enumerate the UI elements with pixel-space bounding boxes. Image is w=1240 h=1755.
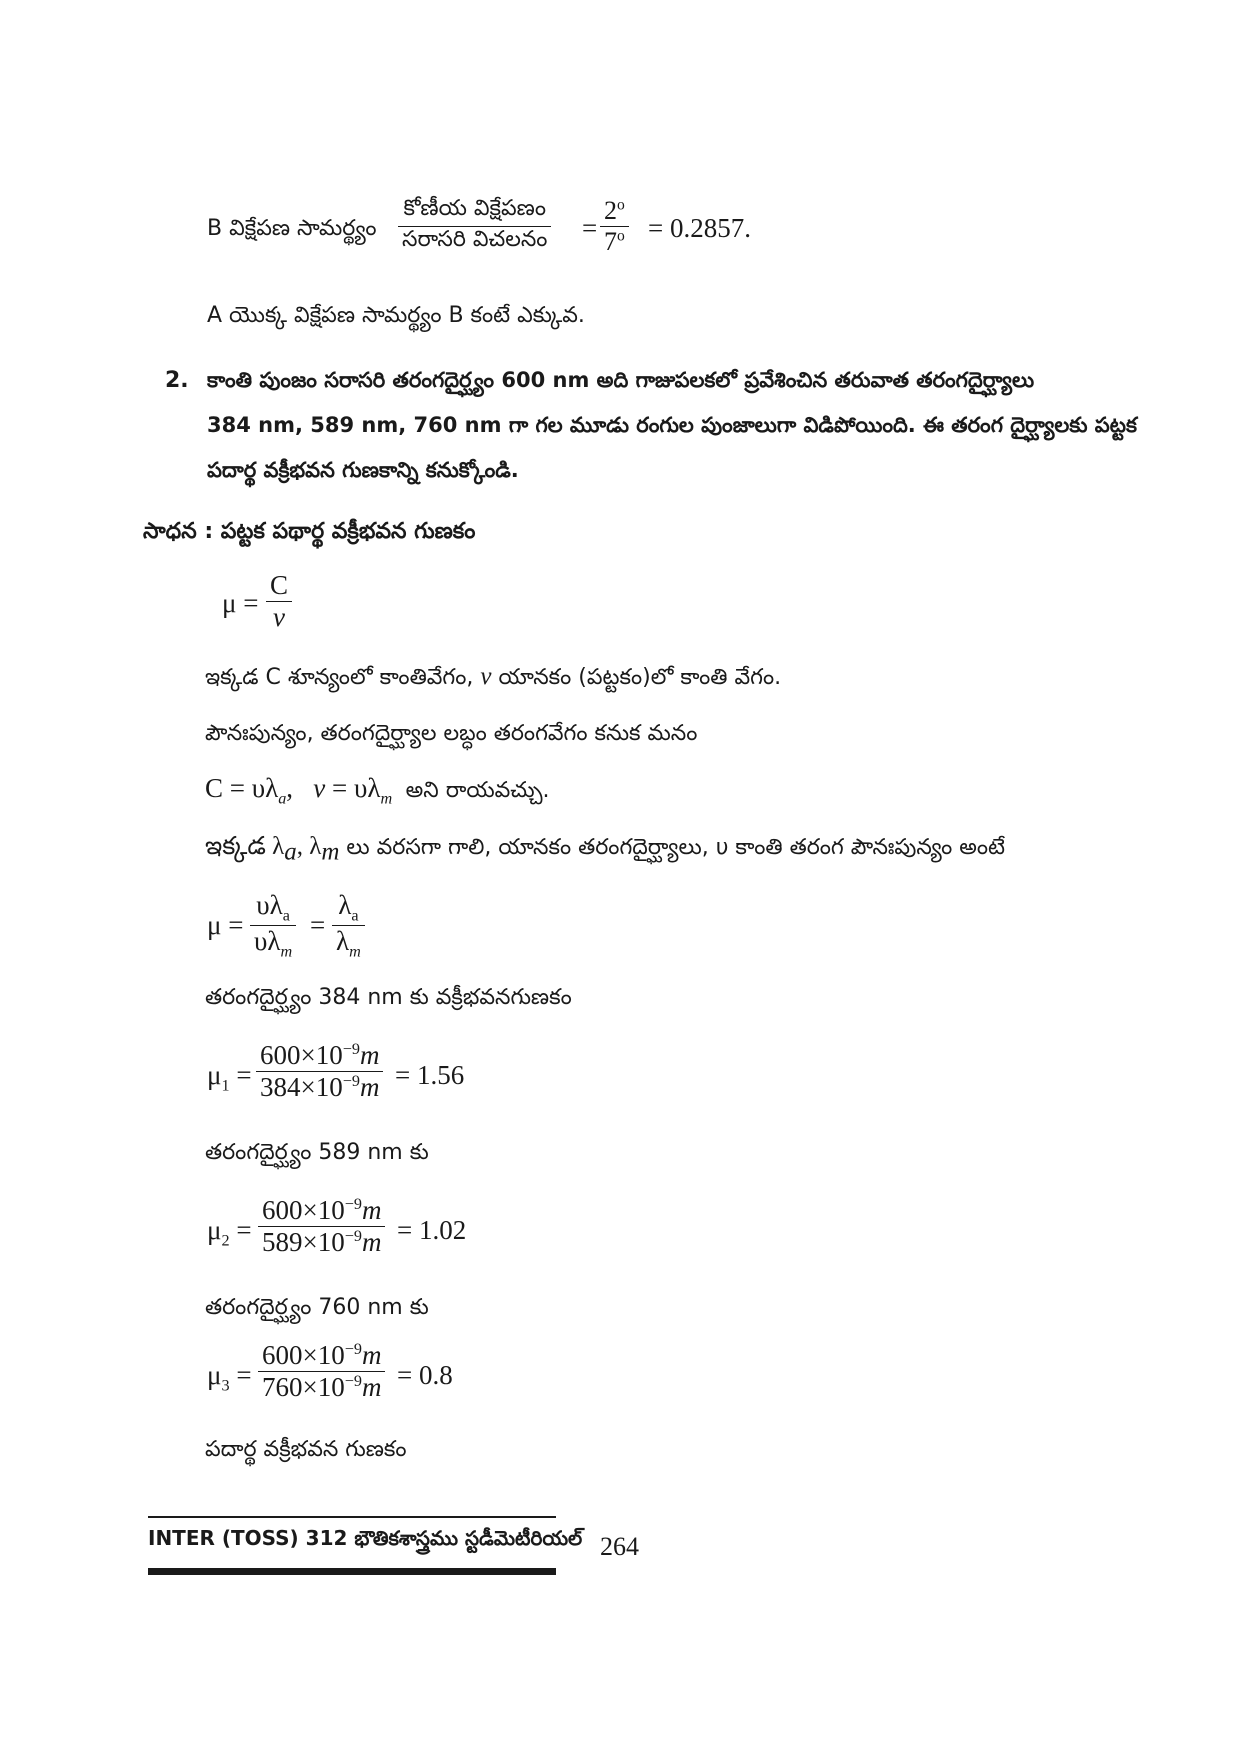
unit: m: [361, 1340, 382, 1370]
explanation-line-2: పౌనఃపున్యం, తరంగదైర్ఘ్యాల లబ్ధం తరంగవేగం కనుక మనం: [205, 721, 698, 746]
degree-fraction: [600, 196, 629, 257]
equation-segment: ,: [286, 773, 294, 803]
mu-2-lhs: $\mu_2$ =: [207, 1215, 252, 1250]
fraction-denominator: [256, 1072, 383, 1103]
text-segment: అని రాయవచ్చు.: [405, 778, 550, 803]
footer-top-rule: [148, 1516, 556, 1518]
velocity-relations: [205, 773, 550, 808]
subscript: m: [349, 942, 361, 961]
text-segment: ఇక్కడ λ: [205, 833, 285, 860]
fraction-numerator: [256, 1040, 383, 1071]
unit: m: [359, 1072, 380, 1102]
mu-lhs: μ =: [207, 910, 244, 940]
equation-segment: = υλ: [332, 773, 381, 803]
line-b-label: B విక్షేపణ సామర్థ్యం: [207, 216, 377, 241]
numerator-value: 600×10: [262, 1340, 345, 1370]
case-1-label: తరంగదైర్ఘ్యం 384 nm కు వక్రీభవనగుణకం: [205, 985, 572, 1010]
fraction-numerator: [258, 1340, 385, 1371]
text-segment: ఇక్కడ C శూన్యంలో కాంతివేగం,: [205, 665, 474, 690]
unit: m: [361, 1195, 382, 1225]
fraction-denominator: [250, 926, 296, 961]
numerator-value: 600×10: [260, 1040, 343, 1070]
closing-line: పదార్థ వక్రీభవన గుణకం: [205, 1437, 407, 1462]
mu-3-lhs: $\mu_3$ =: [207, 1360, 252, 1395]
fraction-numerator: కోణీయ విక్షేపణం: [403, 196, 546, 221]
unit: m: [359, 1040, 380, 1070]
numerator-value: υλ: [256, 890, 283, 920]
question-number: 2.: [165, 368, 189, 393]
denominator-value: 589×10: [262, 1227, 345, 1257]
degree-mark: o: [617, 196, 625, 214]
subscript: m: [321, 838, 340, 866]
mu-1-result: = 1.56: [395, 1060, 465, 1090]
subscript: a: [278, 789, 287, 808]
mu-3-fraction: [258, 1340, 385, 1403]
explanation-line-1: [205, 663, 781, 695]
page-number: 264: [600, 1532, 639, 1561]
text-segment: యానకం (పట్టకం)లో కాంతి వేగం.: [498, 665, 782, 690]
exponent: −9: [342, 1072, 360, 1090]
exponent: −9: [342, 1040, 360, 1058]
fraction-numerator: C: [270, 570, 289, 600]
mu-symbol: μ: [207, 1360, 222, 1390]
denominator-value: 760×10: [262, 1372, 345, 1402]
velocity-symbol: v: [313, 773, 326, 803]
mu-2-result: = 1.02: [397, 1215, 467, 1245]
mu-ratio-fraction-2: [332, 890, 365, 962]
denominator-value: 384×10: [260, 1072, 343, 1102]
fraction-denominator: v: [273, 602, 285, 632]
text-segment: లు వరసగా గాలి, యానకం తరంగదైర్ఘ్యాలు, υ కాంతి తరంగ పౌనఃపున్యం అంటే: [346, 835, 1006, 860]
exponent: −9: [344, 1372, 362, 1390]
case-3-label: తరంగదైర్ఘ్యం 760 nm కు: [205, 1295, 429, 1320]
dispersive-power-fraction: [398, 196, 551, 257]
mu-2-fraction: [258, 1195, 385, 1258]
fraction-numerator: [334, 890, 362, 925]
subscript: 1: [221, 1076, 230, 1095]
mu-symbol: μ: [207, 1060, 222, 1090]
subscript: 2: [221, 1231, 230, 1250]
fraction-denominator: [258, 1372, 385, 1403]
subscript: m: [380, 789, 393, 808]
velocity-symbol: v: [480, 663, 492, 690]
unit: m: [361, 1372, 382, 1402]
explanation-line-3: [205, 833, 1005, 867]
subscript: 3: [221, 1376, 230, 1395]
subscript: m: [280, 942, 293, 961]
mu-fraction: [266, 570, 292, 633]
mu-1-lhs: $\mu_1$ =: [207, 1060, 252, 1095]
fraction-denominator: [258, 1227, 385, 1258]
fraction-denominator: సరాసరి విచలనం: [402, 227, 548, 252]
denominator-value: 7: [604, 227, 617, 256]
solution-heading: సాధన : పట్టక పథార్థ వక్రీభవన గుణకం: [143, 519, 476, 544]
fraction-denominator: [600, 227, 629, 257]
numerator-value: 600×10: [262, 1195, 345, 1225]
footer-bottom-rule: [148, 1568, 556, 1575]
footer-title: INTER (TOSS) 312 భౌతికశాస్త్రము స్టడీమెటీరియల్: [148, 1526, 583, 1550]
case-2-label: తరంగదైర్ఘ్యం 589 nm కు: [205, 1140, 429, 1165]
question-line-1: కాంతి పుంజం సరాసరి తరంగదైర్ఘ్యం 600 nm అది గాజుపలకలో ప్రవేశించిన తరువాత తరంగదైర్ఘ్యాలు: [207, 368, 1035, 392]
question-line-2: 384 nm, 589 nm, 760 nm గా గల మూడు రంగుల పుంజాలుగా విడిపోయింది. ఈ తరంగ దైర్ఘ్యాలకు పట్టక: [207, 413, 1137, 437]
fraction-denominator: [332, 926, 365, 961]
question-line-3: పదార్థ వక్రీభవన గుణకాన్ని కనుక్కోండి.: [207, 458, 519, 482]
exponent: −9: [344, 1340, 362, 1358]
mu-3-result: = 0.8: [397, 1360, 453, 1390]
unit: m: [361, 1227, 382, 1257]
denominator-value: υλ: [254, 926, 281, 957]
numerator-value: 2: [604, 196, 617, 225]
subscript: a: [282, 906, 290, 925]
comparison-statement: A యొక్క విక్షేపణ సామర్థ్యం B కంటే ఎక్కువ.: [207, 303, 585, 328]
equals-sign: =: [310, 910, 326, 940]
numerator-value: λ: [338, 890, 352, 920]
equation-segment: C = υλ: [205, 773, 279, 803]
degree-mark: o: [617, 227, 625, 245]
mu-ratio-fraction-1: [250, 890, 296, 962]
subscript: a: [351, 906, 359, 925]
mu-1-fraction: [256, 1040, 383, 1103]
subscript: a: [284, 838, 297, 866]
mu-lhs: μ =: [222, 588, 259, 618]
fraction-numerator: [600, 196, 629, 226]
text-segment: , λ: [296, 833, 322, 860]
equals-sign: =: [582, 213, 598, 243]
exponent: −9: [344, 1227, 362, 1245]
denominator-value: λ: [336, 926, 350, 957]
mu-symbol: μ: [207, 1215, 222, 1245]
exponent: −9: [344, 1195, 362, 1213]
fraction-numerator: [258, 1195, 385, 1226]
fraction-numerator: [252, 890, 294, 925]
dispersive-power-result: = 0.2857.: [648, 213, 751, 243]
